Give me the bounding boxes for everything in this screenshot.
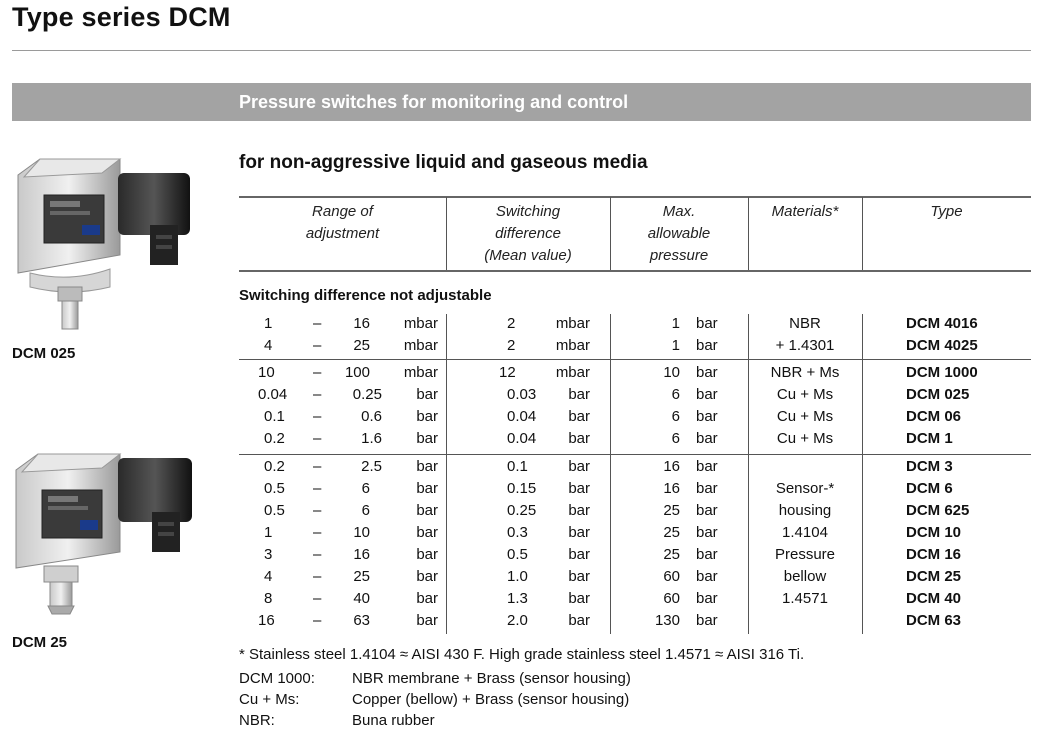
- range-unit: bar: [416, 386, 438, 403]
- section-band-title: Pressure switches for monitoring and control: [239, 92, 629, 112]
- max-unit: bar: [696, 590, 718, 607]
- range-unit: bar: [416, 480, 438, 497]
- max-unit: bar: [696, 458, 718, 475]
- type-code: DCM 06: [906, 408, 962, 425]
- header-line: Materials*: [771, 203, 839, 220]
- range-dash: –: [313, 568, 322, 585]
- range-to: 25: [353, 337, 370, 354]
- range-to: 2.5: [361, 458, 382, 475]
- max-value: 1: [671, 315, 680, 332]
- switching-unit: bar: [568, 524, 590, 541]
- type-code: DCM 4016: [906, 315, 978, 332]
- max-value: 6: [671, 386, 680, 403]
- switching-unit: mbar: [555, 364, 590, 381]
- switching-unit: bar: [568, 568, 590, 585]
- max-unit: bar: [696, 480, 718, 497]
- col-divider: [610, 314, 611, 634]
- range-dash: –: [313, 458, 322, 475]
- range-unit: bar: [416, 430, 438, 447]
- switching-value: 0.5: [507, 546, 528, 563]
- range-dash: –: [313, 408, 322, 425]
- materials-text: 1.4571: [782, 590, 828, 607]
- header-line: Max.: [662, 203, 696, 220]
- type-code: DCM 25: [906, 568, 962, 585]
- header-line: Type: [930, 203, 963, 220]
- type-code: DCM 4025: [906, 337, 978, 354]
- type-code: DCM 1000: [906, 364, 978, 381]
- range-unit: bar: [416, 590, 438, 607]
- max-unit: bar: [696, 612, 718, 629]
- switching-unit: mbar: [555, 337, 590, 354]
- switching-value: 1.0: [507, 568, 528, 585]
- type-code: DCM 40: [906, 590, 962, 607]
- type-code: DCM 6: [906, 480, 953, 497]
- range-unit: bar: [416, 502, 438, 519]
- materials-text: Cu + Ms: [776, 430, 834, 447]
- max-unit: bar: [696, 502, 718, 519]
- switching-unit: bar: [568, 386, 590, 403]
- switching-unit: bar: [568, 458, 590, 475]
- switching-unit: bar: [568, 480, 590, 497]
- range-from: 0.04: [258, 386, 288, 403]
- switching-value: 0.04: [507, 408, 537, 425]
- max-value: 25: [663, 502, 680, 519]
- header-line: pressure: [649, 247, 709, 264]
- max-unit: bar: [696, 524, 718, 541]
- type-code: DCM 1: [906, 430, 953, 447]
- range-from: 4: [264, 568, 273, 585]
- type-code: DCM 10: [906, 524, 962, 541]
- range-dash: –: [313, 364, 322, 381]
- range-dash: –: [313, 612, 322, 629]
- materials-text: bellow: [783, 568, 827, 585]
- max-value: 10: [663, 364, 680, 381]
- max-unit: bar: [696, 364, 718, 381]
- range-unit: bar: [416, 524, 438, 541]
- range-dash: –: [313, 480, 322, 497]
- range-from: 16: [258, 612, 275, 629]
- footnote-star: * Stainless steel 1.4104 ≈ AISI 430 F. High grade stainless steel 1.4571 ≈ AISI 316 Ti.: [239, 646, 805, 663]
- header-line: difference: [495, 225, 561, 242]
- range-unit: bar: [416, 612, 438, 629]
- switching-unit: mbar: [555, 315, 590, 332]
- range-from: 1: [264, 315, 273, 332]
- media-subtitle: for non-aggressive liquid and gaseous media: [239, 152, 648, 173]
- header-line: Range of: [312, 203, 373, 220]
- legend-def: NBR membrane + Brass (sensor housing): [352, 670, 631, 687]
- page-title: Type series DCM: [12, 2, 231, 32]
- max-value: 16: [663, 480, 680, 497]
- materials-text: NBR + Ms: [770, 364, 840, 381]
- max-value: 25: [663, 546, 680, 563]
- legend-term: Cu + Ms:: [239, 691, 300, 708]
- type-code: DCM 625: [906, 502, 970, 519]
- range-to: 0.6: [361, 408, 382, 425]
- materials-text: Cu + Ms: [776, 386, 834, 403]
- max-value: 60: [663, 590, 680, 607]
- type-code: DCM 025: [906, 386, 970, 403]
- max-unit: bar: [696, 386, 718, 403]
- range-from: 0.2: [264, 458, 285, 475]
- range-to: 16: [353, 546, 370, 563]
- switching-value: 2.0: [507, 612, 528, 629]
- range-from: 0.5: [264, 480, 285, 497]
- header-max-pressure: [610, 201, 748, 267]
- materials-text: 1.4104: [782, 524, 828, 541]
- max-value: 1: [671, 337, 680, 354]
- switching-unit: bar: [568, 590, 590, 607]
- range-unit: mbar: [403, 364, 438, 381]
- range-unit: bar: [416, 458, 438, 475]
- switching-unit: bar: [568, 502, 590, 519]
- product-label: DCM 25: [12, 634, 68, 651]
- range-dash: –: [313, 524, 322, 541]
- product-label: DCM 025: [12, 345, 76, 362]
- max-unit: bar: [696, 568, 718, 585]
- header-line: Switching: [495, 203, 561, 220]
- title-divider: [12, 50, 1031, 51]
- switching-value: 0.03: [507, 386, 537, 403]
- pressure-switch-image-dcm025: [10, 155, 210, 345]
- max-value: 6: [671, 408, 680, 425]
- header-materials: [748, 201, 862, 223]
- range-from: 0.1: [264, 408, 285, 425]
- max-value: 16: [663, 458, 680, 475]
- range-dash: –: [313, 315, 322, 332]
- header-switching: [446, 201, 610, 267]
- switching-unit: bar: [568, 430, 590, 447]
- range-unit: bar: [416, 546, 438, 563]
- range-from: 3: [264, 546, 273, 563]
- header-line: (Mean value): [484, 247, 572, 264]
- range-unit: bar: [416, 408, 438, 425]
- max-unit: bar: [696, 430, 718, 447]
- max-value: 6: [671, 430, 680, 447]
- max-value: 60: [663, 568, 680, 585]
- range-unit: mbar: [403, 337, 438, 354]
- range-to: 1.6: [361, 430, 382, 447]
- materials-text: housing: [778, 502, 832, 519]
- legend-term: DCM 1000:: [239, 670, 315, 687]
- type-code: DCM 3: [906, 458, 953, 475]
- max-unit: bar: [696, 337, 718, 354]
- col-divider: [862, 314, 863, 634]
- table-header-rule: [239, 270, 1031, 272]
- table-section-label: Switching difference not adjustable: [239, 287, 492, 304]
- legend-term: NBR:: [239, 712, 275, 729]
- max-value: 130: [654, 612, 680, 629]
- max-unit: bar: [696, 546, 718, 563]
- group-divider: [239, 454, 1031, 455]
- range-from: 4: [264, 337, 273, 354]
- range-dash: –: [313, 386, 322, 403]
- materials-text: Sensor-*: [775, 480, 835, 497]
- materials-text: Pressure: [774, 546, 836, 563]
- header-line: allowable: [647, 225, 711, 242]
- switching-value: 0.04: [507, 430, 537, 447]
- col-divider: [446, 314, 447, 634]
- type-code: DCM 16: [906, 546, 962, 563]
- switching-value: 0.15: [507, 480, 537, 497]
- range-from: 10: [258, 364, 275, 381]
- switching-value: 0.1: [507, 458, 528, 475]
- range-dash: –: [313, 430, 322, 447]
- max-unit: bar: [696, 408, 718, 425]
- range-from: 1: [264, 524, 273, 541]
- table-top-rule: [239, 196, 1031, 198]
- range-dash: –: [313, 590, 322, 607]
- range-to: 16: [353, 315, 370, 332]
- range-unit: mbar: [403, 315, 438, 332]
- header-line: adjustment: [305, 225, 380, 242]
- switching-value: 2: [507, 315, 516, 332]
- header-range: [239, 201, 446, 245]
- group-divider: [239, 359, 1031, 360]
- range-dash: –: [313, 502, 322, 519]
- range-dash: –: [313, 546, 322, 563]
- legend-def: Copper (bellow) + Brass (sensor housing): [352, 691, 630, 708]
- switching-value: 0.25: [507, 502, 537, 519]
- switching-unit: bar: [568, 408, 590, 425]
- switching-value: 2: [507, 337, 516, 354]
- range-from: 0.5: [264, 502, 285, 519]
- range-dash: –: [313, 337, 322, 354]
- range-to: 63: [353, 612, 370, 629]
- range-to: 6: [361, 502, 370, 519]
- type-code: DCM 63: [906, 612, 962, 629]
- range-to: 6: [361, 480, 370, 497]
- range-to: 100: [344, 364, 370, 381]
- switching-unit: bar: [568, 546, 590, 563]
- range-to: 0.25: [352, 386, 382, 403]
- range-unit: bar: [416, 568, 438, 585]
- range-from: 0.2: [264, 430, 285, 447]
- switching-value: 0.3: [507, 524, 528, 541]
- switching-unit: bar: [568, 612, 590, 629]
- range-to: 10: [353, 524, 370, 541]
- pressure-switch-image-dcm25: [8, 448, 212, 633]
- materials-text: NBR: [789, 315, 821, 332]
- max-value: 25: [663, 524, 680, 541]
- switching-value: 12: [499, 364, 516, 381]
- legend-def: Buna rubber: [352, 712, 435, 729]
- range-to: 40: [353, 590, 370, 607]
- range-from: 8: [264, 590, 273, 607]
- switching-value: 1.3: [507, 590, 528, 607]
- materials-text: Cu + Ms: [776, 408, 834, 425]
- range-to: 25: [353, 568, 370, 585]
- materials-text: + 1.4301: [775, 337, 835, 354]
- header-type: [862, 201, 1031, 223]
- max-unit: bar: [696, 315, 718, 332]
